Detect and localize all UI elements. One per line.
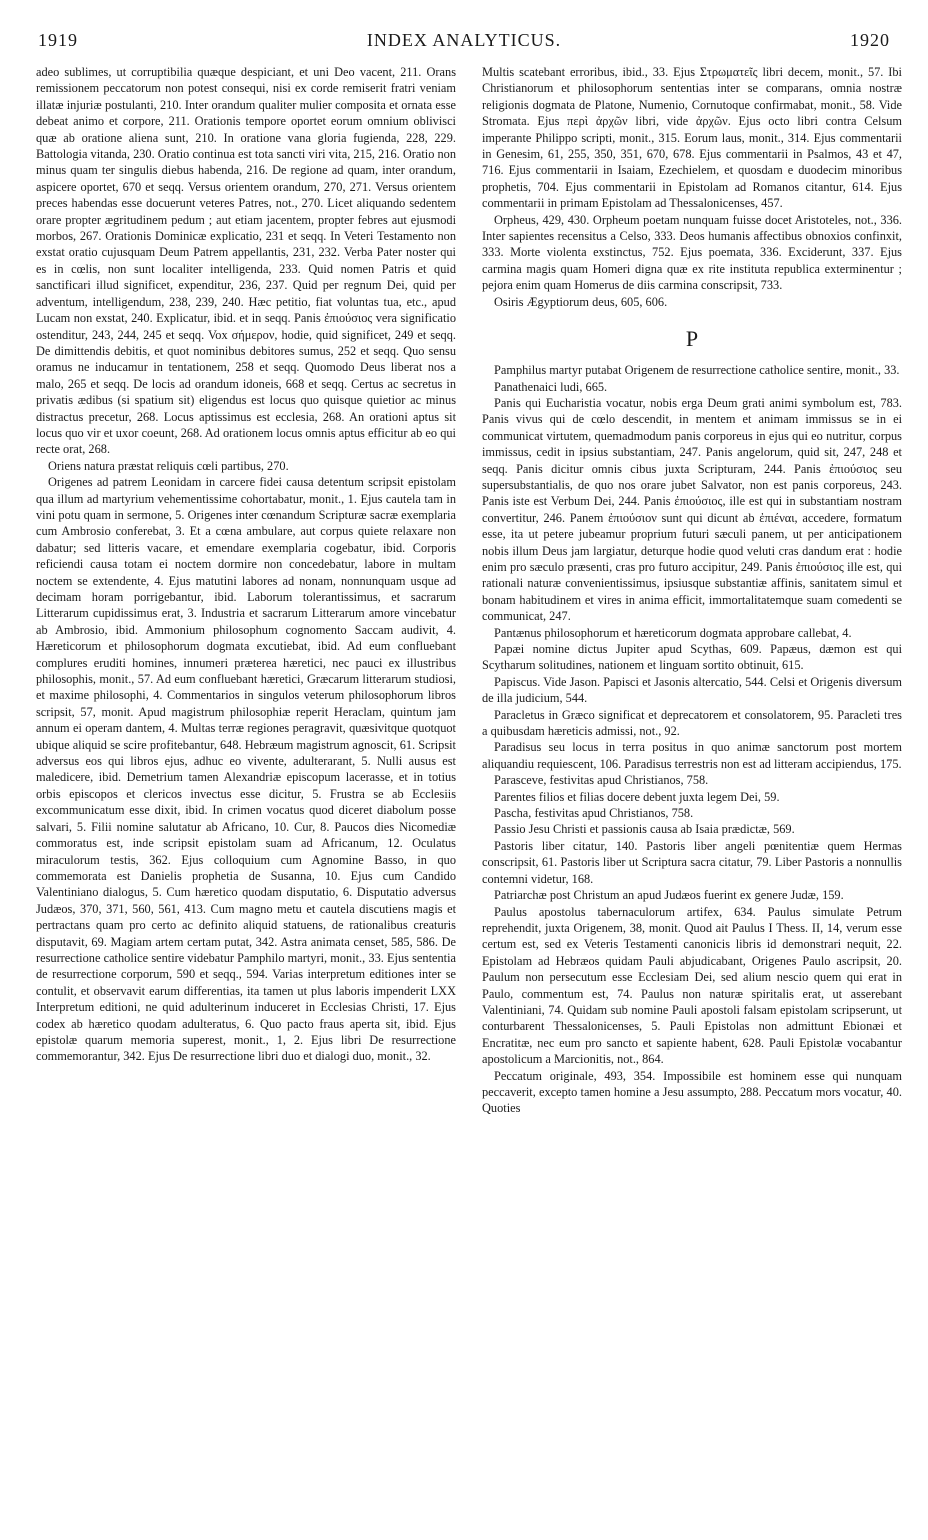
index-entry-pantaenus: Pantænus philosophorum et hæreticorum dogmata approbare callebat, 4. xyxy=(494,625,852,640)
index-entry-paulus: Paulus apostolus tabernaculorum artifex, 634. Paulus simulate Petrum reprehendit, juxta Origenem, 38, monit. Quod ait Paulus I Thess. II, 14, verum esse certum est, sed ex Veteris Testamenti canonicis libris id demonstrari nequit, 22. Epistolam ad Hebræos quidam Pauli abjudicabant, Origenes Paulo ascripsit, 20. Paulum non persecutum esse Ecclesiam Dei, sed alium nescio quem qui erat in Paulo, commentum est, 74. Paulus non naturæ spiritalis erat, ut asserebant Valentiniani, 74. Quidam sub nomine Pauli apostoli falsam epistolam scripserunt, ut conturbarent Thessalonicenses, 5. Pauli Epistolas non admittunt Ebionæi et Encratitæ, nec eum pro sancto et sapiente habent, 628. Pauli Epistolæ vocabantur apostolicum a Marcionitis, not., 864. xyxy=(482,904,902,1067)
running-header xyxy=(38,30,890,54)
index-entry-paradisus: Paradisus seu locus in terra positus in quo animæ sanctorum post mortem aliquandiu requiescent, 106. Paradisus terrestris non est ad litteram accipiendus, 175. xyxy=(482,740,902,771)
index-entry-origenes-cont: Multis scatebant erroribus, ibid., 33. Ejus Στρωματεῖς libri decem, monit., 57. Ibi Christianorum et philosophorum sententias inter se comparans, omnia nostræ religionis dogmata de Platone, Numenio, Cornutoque confirmabat, monit., 58. Vide Stromata. Ejus περὶ ἀρχῶν libri, vide ἀρχῶν. Ejus octo libri contra Celsum imperante Philippo scripti, monit., 315. Eorum laus, monit., 314. Ejus commentarii in Genesim, 61, 255, 350, 351, 670, 678. Ejus commentarii in Psalmos, 43 et 47, 716. Ejus commentarii in Isaiam, Ezechielem, et quosdam e duodecim minoribus prophetis, 704. Ejus commentarii in Epistolam ad Romanos citantur, 614. Ejus commentarii in primam Epistolam ad Thessalonicenses, 457. xyxy=(482,65,902,211)
index-entry-pascha: Pascha, festivitas apud Christianos, 758. xyxy=(494,806,694,821)
index-entry-peccatum: Peccatum originale, 493, 354. Impossibile est hominem esse qui nunquam peccaverit, excepto tamen homine a Jesu assumpto, 288. Peccatum mors vocatur, 40. Quoties xyxy=(482,1068,902,1116)
right-column xyxy=(482,64,902,1534)
running-title: INDEX ANALYTICUS. xyxy=(366,30,562,50)
index-entry-paracletus: Paracletus in Græco significat et deprecatorem et consolatorem, 95. Paracleti tres a quibusdam hæreticis admissi, not., 92. xyxy=(482,707,902,739)
index-entry-papaeus: Papæi nomine dictus Jupiter apud Scythas, 609. Papæus, dæmon est qui Scytharum solitudines, nationem et linguam sortito obtinuit, 615. xyxy=(482,642,902,673)
index-entry-passio: Passio Jesu Christi et passionis causa ab Isaia prædictæ, 569. xyxy=(494,822,795,837)
left-column xyxy=(36,64,456,1534)
index-entry-origenes: Origenes ad patrem Leonidam in carcere fidei causa detentum scripsit epistolam qua illum ad martyrium vehementissime cohortabatur, monit., 1. Ejus cautela tam in vini potu quam in sermone, 5. Origenes inter cœnandum Scripturæ sacræ exemplaria cum Ambrosio conferebat, 3. Et a cœna ambulare, aut corpus quiete relaxare non dabatur; sed litteris vacare, et emendare exemplaria cogebatur, ibid. Corporis reficiendi causa totam ei noctem dormire non concedebatur, labore in multam noctem se extendente, 4. Ejus matutini labores ad nonam, nonnunquam usque ad decimam horam porrigebantur, ibid. Laborum tolerantissimus, et sacrarum Litterarum cupidissimus erat, 3. Industria et sacrarum Litterarum amore vincebatur ab Ambrosio, ibid. Ammonium philosophum cognomento Saccam audivit, 4. Hæreticorum et philosophorum dogmata excutiebat, ibid. Ad eum confluebant complures eruditi homines, innumeri præterea hæretici, nec pauci ex illustribus philosophis, monit., 57. Ad eum confluebant hæretici, Græcarum litterarum studiosi, et maxime philosophi, 4. Commentarios in singulos veterum philosophorum libros scripsit, 57, monit. Apud magistrum philosophiæ reperit Heraclam, quintum jam annum ei operam dantem, 4. Multas terræ regiones peragravit, quæsivitque quotquot ubique aliquid se scire profitebantur, 648. Hebræum magistrum agnoscit, 61. Scripsit adversus eos qui libros ejus, adhuc eo vivente, adulterarant, 5. Nulli ausus est maledicere, ibid. Demetrium tamen Alexandriæ episcopum lacerasse, et in totius orbis episcopos et clericos invectus esse dicitur, 5. Frustra se ab Ecclesiis excommunicatum esse dixit, ibid. In crimen vocatus quod diceret diabolum posse salvari, 5. Filii nomine salutatur ab Africano, 10. Cur, 8. Paucos dies Nicomediæ commoratus est, inde scripsit epistolam suam ad Africanum, 12. Oculatus miraculorum testis, 362. Ejus colloquium cum Agnomine Basso, in quo commemorata est Danielis prophetia de Susanna, 10. Ejus cum Candido Valentiniano dialogus, 5. Cum hæretico quodam disputatio, 6. Disputatio adversus Judæos, 370, 371, 560, 561, 413. Cum magno metu et cautela discutiens magis et pertractans quam pro certo ac definito aliquid statuens, de rationalibus creaturis disputavit, 69. Magiam artem certam putat, 342. Astra animata censet, 585, 586. De resurrectione catholice sentire videbatur Pamphilo martyri, monit., 33. Ejus sententia de resurrectione corporum, 590 et seqq., 594. Varias interpretum editiones inter se contulit, et observavit earum differentias, ita tamen ut plus laboris impenderit LXX Interpretum editioni, ne quid adulterinum induceret in Ecclesias Christi, 17. Ejus codex ab hæretico quodam adulteratus, 6. Quo pacto fraus aperta sit, ibid. Ejus epistolæ quarum memoria superest, monit., 1, 2. Ejus libri De resurrectione commemorantur, 342. Ejus De resurrectione libri duo et dialogi duo, monit., 32. xyxy=(36,475,456,1064)
index-entry-oriens: Oriens natura præstat reliquis cœli partibus, 270. xyxy=(48,458,289,473)
index-entry-papiscus: Papiscus. Vide Jason. Papisci et Jasonis altercatio, 544. Celsi et Origenis diversum de illa judicium, 544. xyxy=(482,674,902,706)
index-entry-osiris: Osiris Ægyptiorum deus, 605, 606. xyxy=(494,294,668,309)
index-entry-orpheus: Orpheus, 429, 430. Orpheum poetam nunquam fuisse docet Aristoteles, not., 336. Inter sapientes recensitus a Celso, 333. Deos humanis affectibus obnoxios confinxit, 333. Morte violenta exstinctus, 752. Ejus poemata, 336. Exciderunt, 337. Ejus carmina magis quam Homeri digna quæ ex rite instituta republica exterminentur ; pejora enim quam Homerus de diis carmina conscripsit, 733. xyxy=(482,212,902,293)
index-entry-pamphilus: Pamphilus martyr putabat Origenem de resurrectione catholice sentire, monit., 33. xyxy=(494,363,900,378)
page-number-right: 1920 xyxy=(850,30,890,50)
index-entry-parasceve: Parasceve, festivitas apud Christianos, 758. xyxy=(494,773,709,788)
index-entry-patriarchae: Patriarchæ post Christum an apud Judæos fuerint ex genere Judæ, 159. xyxy=(494,888,844,903)
index-entry-parentes: Parentes filios et filias docere debent juxta legem Dei, 59. xyxy=(494,789,780,804)
index-entry-oratio-cont: adeo sublimes, ut corruptibilia quæque despiciant, et uni Deo vacent, 211. Orans remissionem peccatorum non potest consequi, nisi ex corde remiserit fratri veniam illatæ injuriæ postulanti, 210. Inter orandum qualiter mulier composita et ornata esse debeat animo et corpore, 211. Orationis tempore oportet eorum omnium oblivisci quæ ab oratione aliena sunt, 210. In oratione vana gloria fugienda, 228, 229. Battologia vitanda, 230. Oratio continua est tota sancti viri vita, 215, 216. Oratio non minus quam ter singulis diebus habenda, 216. De regione ad quam, inter orandum, aspicere oportet, 670 et seqq. Versus orientem orandum, 270, 271. Versus orientem preces habendas esse docuerunt veteres Patres, not., 270. Licet aliquando sedentem orare propter ægritudinem pedum ; aut etiam jacentem, propter febres aut ejusmodi morbos, 267. Orationis Dominicæ explicatio, 231 et seqq. In Veteri Testamento non exstat oratio cujusquam Deum Patrem appellantis, 231, 232. Verba Pater noster qui es in cœlis, non sunt localiter intelligenda, 233. Quid nomen Patris et quid sanctificari illud significet, expenditur, 236, 237. Quid per regnum Dei, quid per adventum, intelligendum, 238, 239, 240. Hæc petitio, fiat voluntas tua, etc., apud Lucam non exstat, 240. Explicatur, ibid. et in seqq. Panis ἐπιούσιος vera significatio ostenditur, 243, 244, 245 et seqq. Vox σήμερον, hodie, quid significet, 249 et seqq. De dimittendis debitis, et quot nominibus debitores sumus, 252 et seqq. Quo sensu oramus ne inducamur in tentationem, 258 et seqq. Quomodo Deus liberat nos a malo, 265 et seqq. De locis ad orandum idoneis, 668 et seqq. Certus ac secretus in privatis ædibus (si spatium sit) eligendus est locus quo quisque quietior ac minus distractus precetur, 268. Locus aptissimus est ecclesia, 268. An orationi aptus sit locus quo vir et uxor coeunt, 268. Ad orationem locus omnis aptus efficitur ab eo qui recte orat, 268. xyxy=(36,65,456,457)
section-letter-heading: P xyxy=(685,326,699,352)
index-entry-panis: Panis qui Eucharistia vocatur, nobis erga Deum grati animi symbolum est, 783. Panis vivus qui de cœlo descendit, in mentem et animam immissus se in ei communicat virtutem, quemadmodum panis corporeus in ejus qui eo nutritur, corpus immissus, cedit in ipsius substantiam, 247. Panis angelorum, quid sit, 247, 248 et seqq. Panis dicitur omnis cibus juxta Scripturam, 244. Panis ἐπιούσιος seu supersubstantialis, de quo nos orare jubet Salvator, non est panis corporeus, 243. Panis iste est Verbum Dei, 244. Panis ἐπιούσιος, ille est qui in substantiam nostram convertitur, 246. Panem ἐπιούσιον sunt qui dicunt ab ἐπιέναι, accedere, formatum esse, ita ut petere jubeamur proprium futuri sæculi panem, ut per anticipationem nobis illum Deus jam largiatur, deturque hodie quod veluti cras dandum erat : hodie enim pro sæculo præsenti, cras pro futuro accipitur, 249. Panis ἐπιούσιος ille est, qui rationali naturæ convenientissimus, ipsiusque substantiæ affinis, sanitatem simul et bonam habitudinem et vires in anima efficit, immortalitatemque suam comedenti se communicat, 247. xyxy=(482,395,902,624)
index-entry-panathenaici: Panathenaici ludi, 665. xyxy=(494,379,608,394)
page-number-left: 1919 xyxy=(38,30,78,50)
index-entry-pastoris: Pastoris liber citatur, 140. Pastoris liber angeli pœnitentiæ quem Hermas conscripsit, 61. Pastoris liber ut Scriptura sacra citatur, 79. Liber Pastoris a nonnullis contemni videtur, 168. xyxy=(482,838,902,886)
